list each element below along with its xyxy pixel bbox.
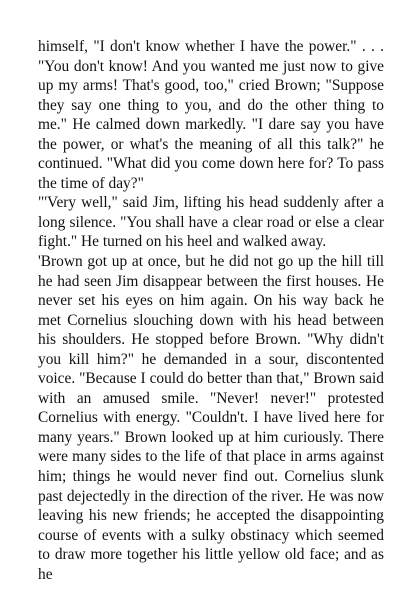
paragraph-1: himself, "I don't know whether I have the power." . . . "You don't know! And you wanted me just now to give up my arms! That's good, too," cried Brown; "Suppose they say one thing to you, and do the other thing to me." He calmed down markedly. "I dare say you have the power, or what's the meaning of all this talk?" he continued. "What did you come down here for? To pass the time of day?" [38,38,384,192]
paragraph-2: "'Very well," said Jim, lifting his head suddenly after a long silence. "You shall have a clear road or else a clear fight." He turned on his heel and walked away. [38,194,384,251]
paragraph-3: 'Brown got up at once, but he did not go up the hill till he had seen Jim disappear between the first houses. He never set his eyes on him again. On his way back he met Cornelius slouching down with his head between his shoulders. He stopped before Brown. "Why didn't you kill him?" he demanded in a sour, discontented voice. "Because I could do better than that," Brown said with an amused smile. "Never! never!" protested Cornelius with energy. "Couldn't. I have lived here for many years." Brown looked up at him curiously. There were many sides to the life of that place in arms against him; things he would never find out. Cornelius slunk past dejectedly in the direction of the river. He was now leaving his new friends; he accepted the disappointing course of events with a sulky obstinacy which seemed to draw more together his little yellow old face; and as he [38,253,384,583]
page-text-body [38,37,384,584]
